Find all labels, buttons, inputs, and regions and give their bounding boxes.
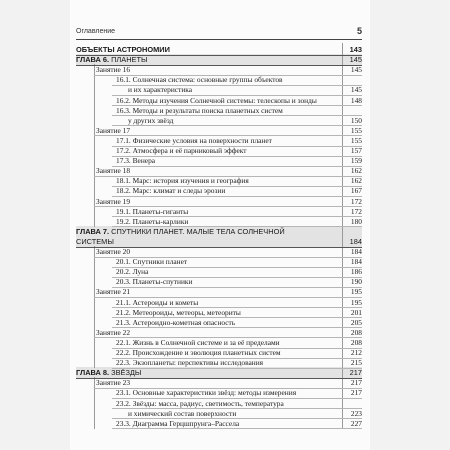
toc-entry-label: 22.1. Жизнь в Солнечной системе и за её пределами [116, 337, 280, 347]
toc-entry-page: 145 [350, 85, 362, 95]
toc-entry[interactable] [76, 96, 362, 106]
toc-entry[interactable] [76, 237, 362, 247]
toc-entry[interactable] [76, 126, 362, 136]
toc-entry-page: 201 [350, 307, 362, 317]
toc-entry-page: 212 [350, 348, 362, 357]
toc-entry-page: 215 [350, 358, 362, 368]
toc-entry[interactable] [76, 409, 362, 419]
toc-entry-label [76, 55, 148, 65]
toc-entry-page: 217 [349, 368, 362, 378]
toc-entry-page: 145 [350, 65, 362, 75]
toc-entry[interactable] [76, 75, 362, 85]
toc-entry-label: 18.2. Марс: климат и следы эрозии [116, 186, 226, 196]
toc-entry-page: 148 [350, 95, 362, 105]
toc-entry-label: Занятие 18 [96, 166, 131, 176]
toc-entry-label: 22.3. Экзопланеты: перспективы исследования [116, 358, 264, 368]
toc-entry-page: 159 [350, 156, 362, 166]
page-number: 5 [356, 26, 362, 36]
toc-entry-label: 17.3. Венера [116, 156, 156, 166]
toc-entry-page: 145 [349, 55, 362, 65]
toc-entry-page: 162 [350, 166, 362, 176]
header-rule [76, 39, 362, 40]
toc-entry-page: 205 [350, 317, 362, 327]
toc-entry[interactable] [76, 186, 362, 196]
toc-entry-label: СИСТЕМЫ [76, 236, 114, 246]
toc-entry[interactable] [76, 166, 362, 176]
toc-entry-label: 20.2. Луна [116, 267, 149, 277]
toc-entry-label: 21.3. Астероидно-кометная опасность [116, 317, 236, 327]
toc-entry[interactable] [76, 116, 362, 126]
toc-entry[interactable] [76, 277, 362, 287]
toc-entry-page: 223 [350, 408, 362, 418]
toc-entry-label: 21.1. Астероиды и кометы [116, 297, 199, 307]
toc-entry-label: Занятие 19 [96, 196, 131, 206]
toc-entry[interactable] [76, 45, 362, 55]
toc-entry-page: 195 [350, 297, 362, 307]
toc-entry-page: 157 [350, 146, 362, 155]
toc-entry-label: 21.2. Метеороиды, метеоры, метеориты [116, 307, 241, 317]
toc-entry-page: 155 [350, 135, 362, 145]
toc-entry[interactable] [76, 419, 362, 429]
toc-entry-label: Занятие 17 [96, 125, 131, 135]
toc-entry-page: 184 [350, 257, 362, 267]
toc-entry[interactable] [76, 146, 362, 156]
toc-entry-label: и их характеристика [128, 85, 193, 95]
toc-entry[interactable] [76, 318, 362, 328]
toc-entry[interactable] [76, 368, 362, 378]
toc-entry-page: 143 [349, 45, 362, 54]
toc-entry[interactable] [76, 106, 362, 116]
toc-entry-label: 22.2. Происхождение и эволюция планетных систем [116, 348, 281, 357]
toc-entry-label: Занятие 20 [96, 247, 131, 256]
toc-entry[interactable] [76, 399, 362, 409]
chapter-title: ЗВЁЗДЫ [109, 368, 142, 378]
toc-entry[interactable] [76, 176, 362, 186]
toc-entry[interactable] [76, 358, 362, 368]
toc-entry-page: 208 [350, 327, 362, 337]
toc-entry[interactable] [76, 328, 362, 338]
toc-entry-page: 162 [350, 176, 362, 186]
toc-entry-label: 20.3. Планеты-спутники [116, 277, 193, 287]
toc-entry-label: Занятие 23 [96, 378, 131, 388]
toc-entry-label: 23.2. Звёзды: масса, радиус, светимость, температура [116, 398, 284, 408]
toc-entry[interactable] [76, 338, 362, 348]
chapter-title: ПЛАНЕТЫ [109, 55, 148, 65]
toc-entry-label: 20.1. Спутники планет [116, 257, 188, 267]
chapter-number: ГЛАВА 7. [76, 226, 110, 236]
toc-entry[interactable] [76, 247, 362, 257]
toc-entry-page: 208 [350, 337, 362, 347]
toc-entry-page: 172 [350, 196, 362, 206]
toc-entry-page: 190 [350, 277, 362, 287]
toc-entry[interactable] [76, 257, 362, 267]
toc-entry[interactable] [76, 217, 362, 227]
toc-entry[interactable] [76, 65, 362, 75]
running-title: Оглавление [76, 28, 116, 35]
toc-entry-label: 16.1. Солнечная система: основные группы объектов [116, 75, 283, 85]
toc-entry-label: 23.1. Основные характеристики звёзд: методы измерения [116, 388, 297, 398]
toc-entry-page: 184 [349, 236, 362, 246]
page-header [76, 28, 362, 38]
toc-entry-label: 16.2. Методы изучения Солнечной системы: телескопы и зонды [116, 95, 317, 105]
toc-entry-label [76, 227, 285, 237]
chapter-number: ГЛАВА 6. [76, 55, 110, 65]
toc-entry-label: и химический состав поверхности [128, 408, 237, 418]
toc-entry[interactable] [76, 207, 362, 217]
toc-entry[interactable] [76, 156, 362, 166]
toc-entry-page: 186 [350, 267, 362, 277]
toc-entry-page: 180 [350, 216, 362, 226]
toc-entry-page: 150 [350, 115, 362, 125]
toc-entry[interactable] [76, 85, 362, 95]
toc-entry[interactable] [76, 388, 362, 398]
toc-entry-label: 16.3. Методы и результаты поиска планетных систем [116, 105, 283, 115]
toc-entry-page: 155 [350, 125, 362, 135]
toc-entry-label [76, 368, 141, 378]
toc-entry[interactable] [76, 378, 362, 388]
toc-entry[interactable] [76, 308, 362, 318]
toc-entry[interactable] [76, 348, 362, 358]
toc-entry-page: 217 [350, 388, 362, 398]
toc-entry-label: 23.3. Диаграмма Герцшпрунга–Рассела [116, 418, 240, 428]
toc-entry[interactable] [76, 267, 362, 277]
toc-entry-page: 195 [350, 287, 362, 297]
toc-entry-label: 19.2. Планеты-карлики [116, 216, 189, 226]
toc-entry-page: 227 [350, 418, 362, 428]
toc-entry[interactable] [76, 197, 362, 207]
toc-entry-label: 17.2. Атмосфера и её парниковый эффект [116, 146, 247, 155]
toc-entry-page: 172 [350, 206, 362, 216]
toc-entry-label: у других звёзд [128, 115, 174, 125]
toc-entry-page: 167 [350, 186, 362, 196]
toc-entry[interactable] [76, 55, 362, 65]
toc-entry-page: 217 [350, 378, 362, 388]
toc-entry-label: 18.1. Марс: история изучения и география [116, 176, 249, 186]
toc-entry[interactable] [76, 136, 362, 146]
table-rule [112, 428, 362, 429]
chapter-title: СПУТНИКИ ПЛАНЕТ. МАЛЫЕ ТЕЛА СОЛНЕЧНОЙ [109, 226, 285, 236]
toc-entry[interactable] [76, 287, 362, 297]
chapter-number: ГЛАВА 8. [76, 368, 110, 378]
toc-entry-label: 17.1. Физические условия на поверхности планет [116, 135, 272, 145]
toc-entry-label: 19.1. Планеты-гиганты [116, 206, 189, 216]
toc-entry-label: ОБЪЕКТЫ АСТРОНОМИИ [76, 45, 170, 54]
toc-entry[interactable] [76, 227, 362, 237]
toc-entry-label: Занятие 16 [96, 65, 131, 75]
toc-entry-label: Занятие 22 [96, 327, 131, 337]
toc-entry[interactable] [76, 298, 362, 308]
toc-entry-label: Занятие 21 [96, 287, 131, 297]
toc-entry-page: 184 [350, 247, 362, 256]
